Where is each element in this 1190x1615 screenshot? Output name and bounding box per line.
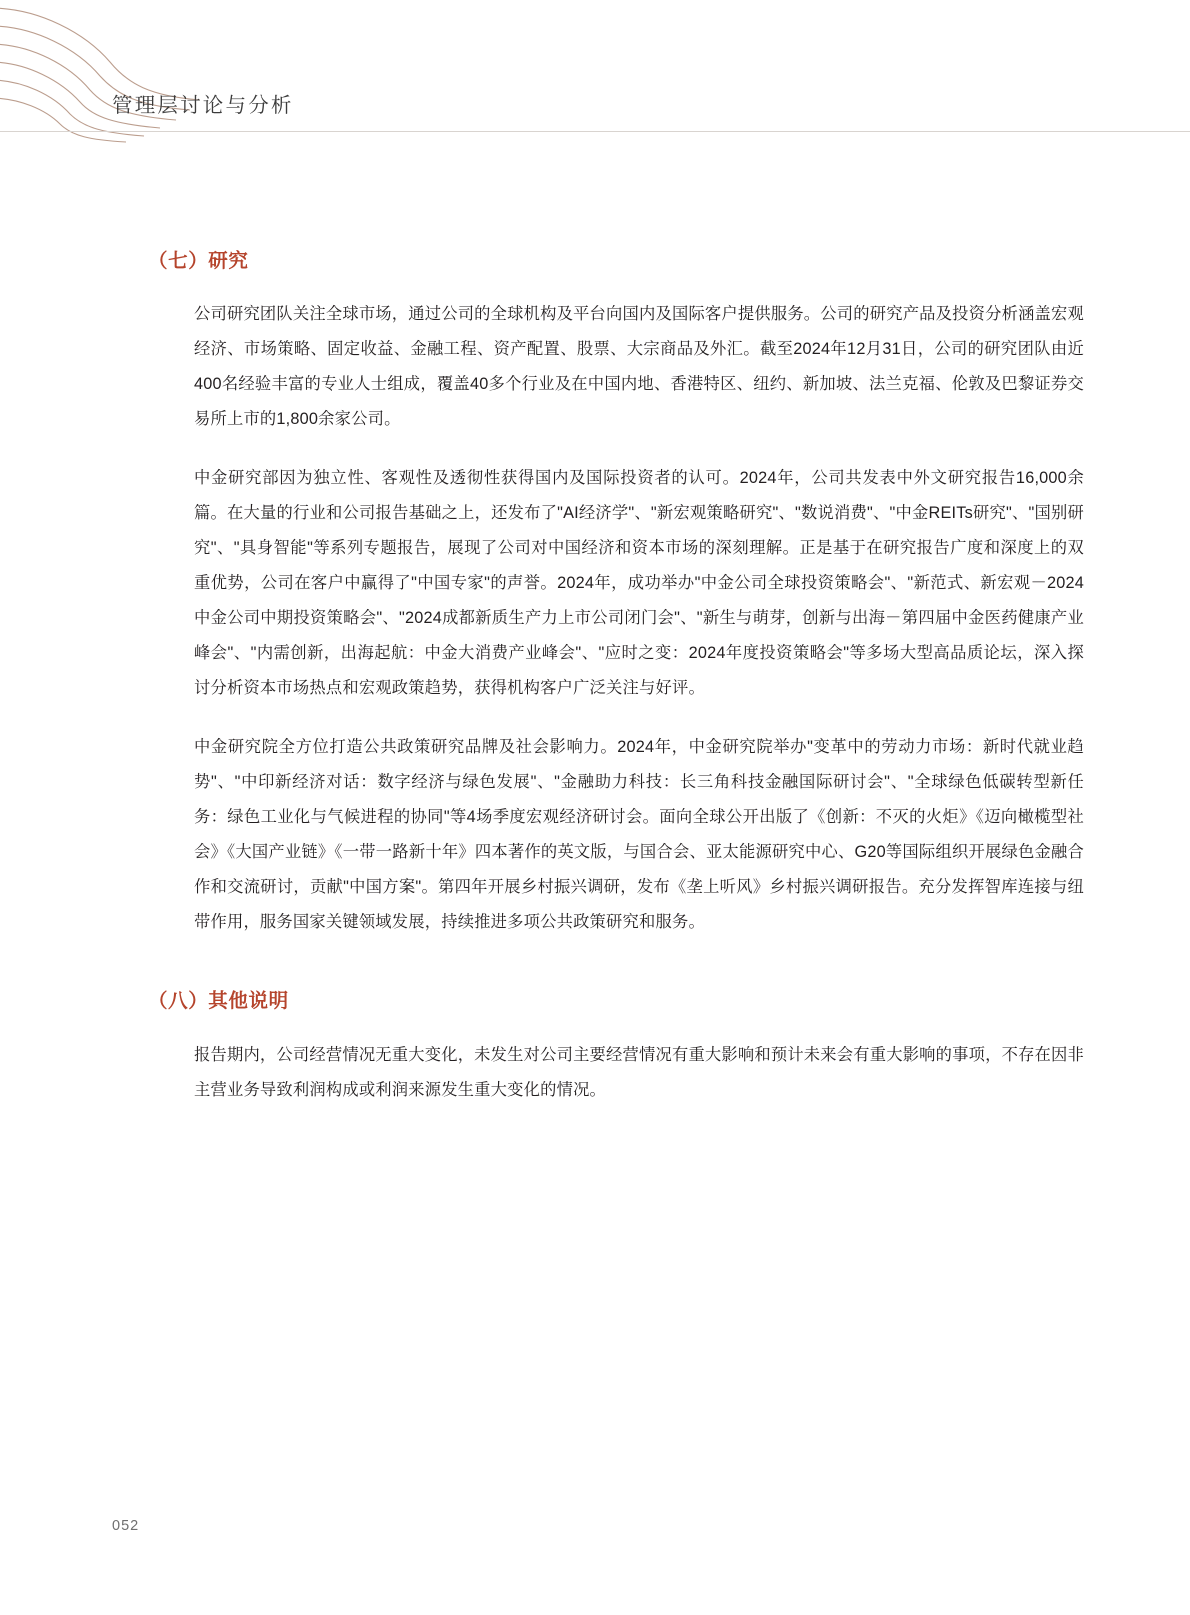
page-number: 052 <box>112 1518 140 1534</box>
page-header <box>0 0 1190 132</box>
paragraph: 公司研究团队关注全球市场，通过公司的全球机构及平台向国内及国际客户提供服务。公司的研究产品及投资分析涵盖宏观经济、市场策略、固定收益、金融工程、资产配置、股票、大宗商品及外汇。截至2024年12月31日，公司的研究团队由近400名经验丰富的专业人士组成，覆盖40多个行业及在中国内地、香港特区、纽约、新加坡、法兰克福、伦敦及巴黎证券交易所上市的1,800余家公司。 <box>194 305 1084 429</box>
paragraph: 中金研究部因为独立性、客观性及透彻性获得国内及国际投资者的认可。2024年，公司共发表中外文研究报告16,000余篇。在大量的行业和公司报告基础之上，还发布了"AI经济学"、"新宏观策略研究"、"数说消费"、"中金REITs研究"、"国别研究"、"具身智能"等系列专题报告，展现了公司对中国经济和资本市场的深刻理解。正是基于在研究报告广度和深度上的双重优势，公司在客户中赢得了"中国专家"的声誉。2024年，成功举办"中金公司全球投资策略会"、"新范式、新宏观－2024中金公司中期投资策略会"、"2024成都新质生产力上市公司闭门会"、"新生与萌芽，创新与出海－第四届中金医药健康产业峰会"、"内需创新，出海起航：中金大消费产业峰会"、"应时之变：2024年度投资策略会"等多场大型高品质论坛，深入探讨分析资本市场热点和宏观政策趋势，获得机构客户广泛关注与好评。 <box>194 469 1084 698</box>
header-divider <box>0 131 1190 132</box>
document-content <box>148 248 1084 1108</box>
paragraph: 中金研究院全方位打造公共政策研究品牌及社会影响力。2024年，中金研究院举办"变革中的劳动力市场：新时代就业趋势"、"中印新经济对话：数字经济与绿色发展"、"金融助力科技：长三角科技金融国际研讨会"、"全球绿色低碳转型新任务：绿色工业化与气候进程的协同"等4场季度宏观经济研讨会。面向全球公开出版了《创新：不灭的火炬》《迈向橄榄型社会》《大国产业链》《一带一路新十年》四本著作的英文版，与国合会、亚太能源研究中心、G20等国际组织开展绿色金融合作和交流研讨，贡献"中国方案"。第四年开展乡村振兴调研，发布《垄上听风》乡村振兴调研报告。充分发挥智库连接与纽带作用，服务国家关键领域发展，持续推进多项公共政策研究和服务。 <box>194 738 1084 932</box>
section-heading-research: （七）研究 <box>148 250 249 272</box>
paragraph: 报告期内，公司经营情况无重大变化，未发生对公司主要经营情况有重大影响和预计未来会有重大影响的事项，不存在因非主营业务导致利润构成或利润来源发生重大变化的情况。 <box>194 1045 1084 1099</box>
section-heading-other-notes: （八）其他说明 <box>148 990 289 1013</box>
page-title: 管理层讨论与分析 <box>112 94 294 117</box>
section-body-research <box>148 297 1084 940</box>
section-body-other-notes <box>148 1038 1084 1108</box>
